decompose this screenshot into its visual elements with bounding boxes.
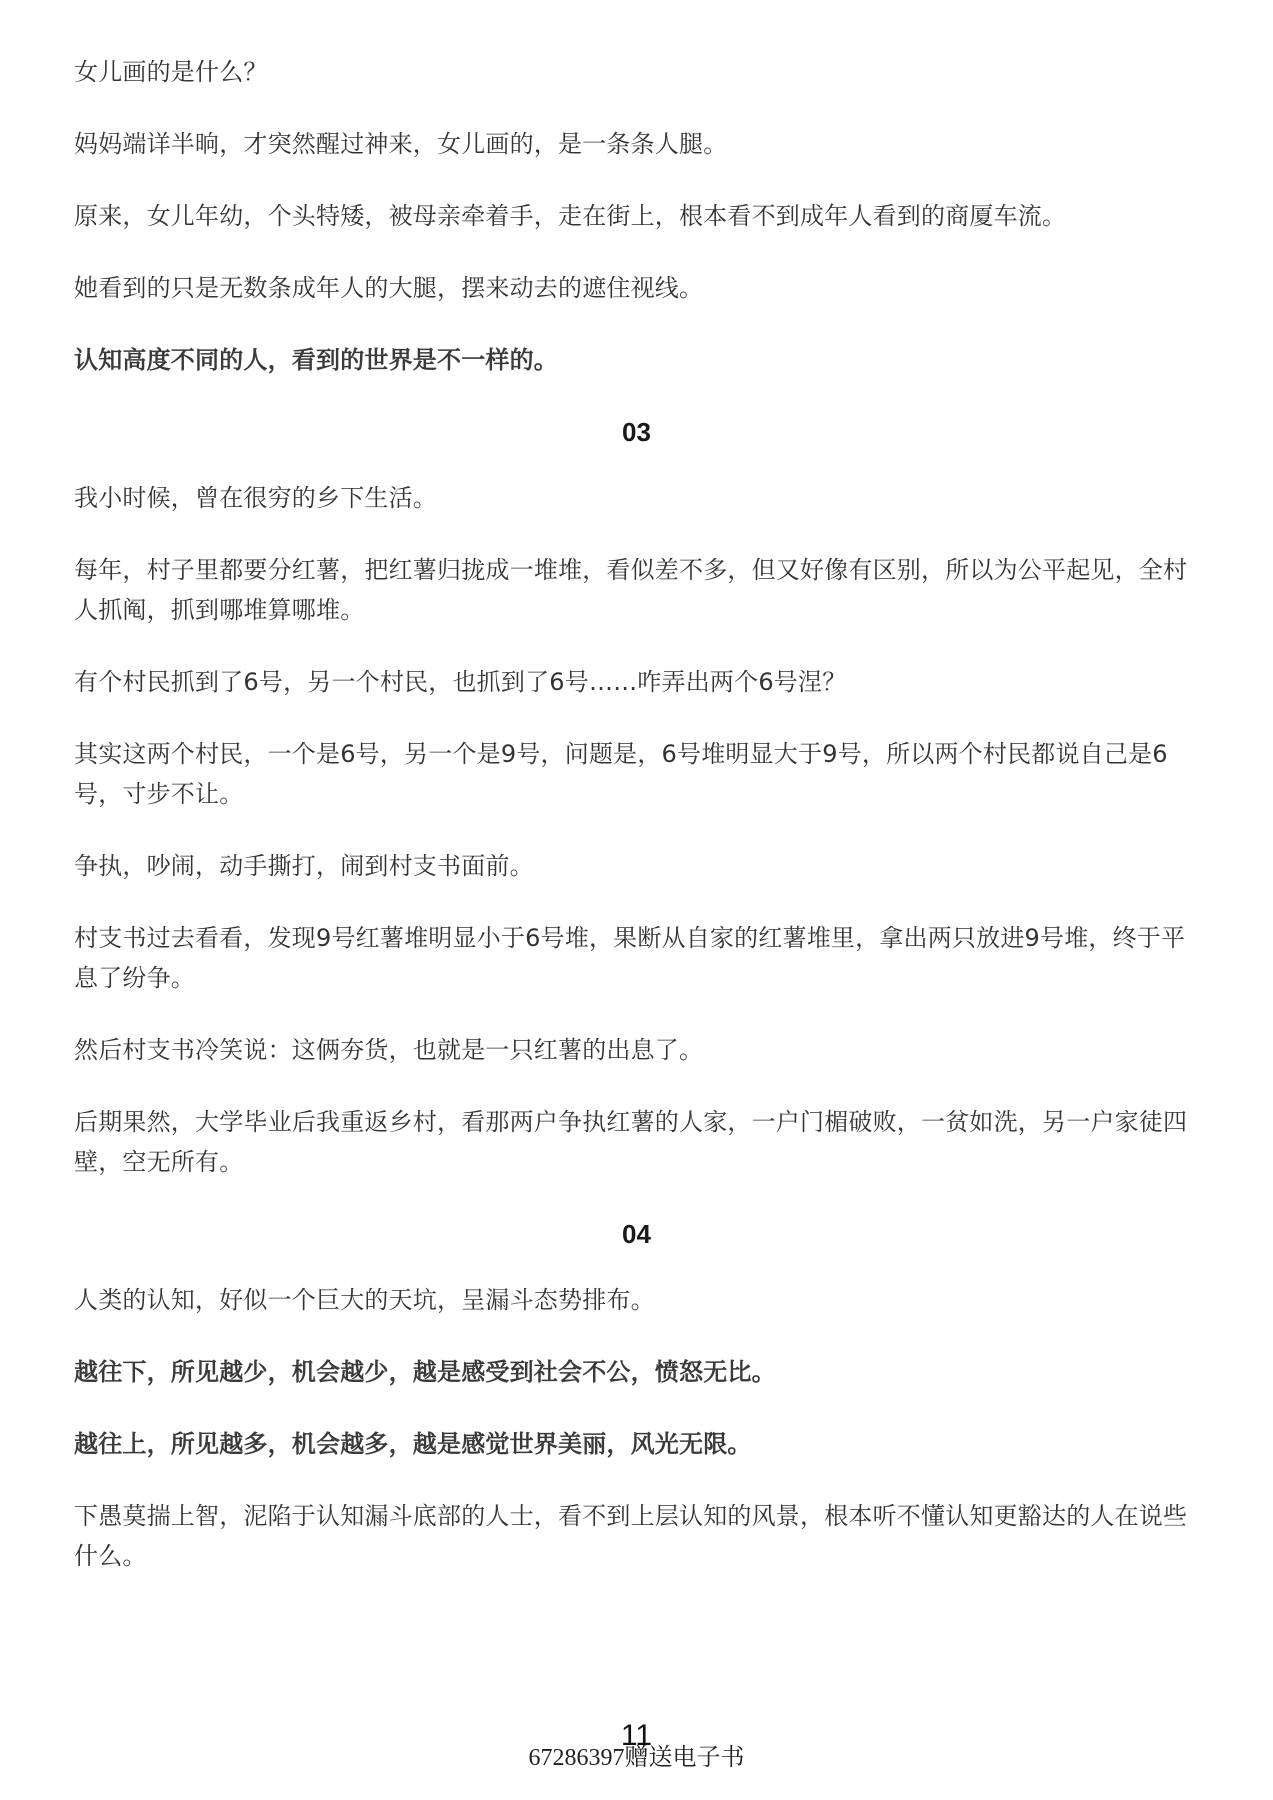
paragraph: 其实这两个村民，一个是6号，另一个是9号，问题是，6号堆明显大于9号，所以两个村民都说自己是6号，寸步不让。 (74, 740, 1168, 808)
page-content (74, 52, 1199, 1608)
watermark-text: 67286397赠送电子书 (528, 1745, 745, 1771)
paragraph: 女儿画的是什么？ (74, 58, 268, 86)
paragraph: 每年，村子里都要分红薯，把红薯归拢成一堆堆，看似差不多，但又好像有区别，所以为公平起见，全村人抓阄，抓到哪堆算哪堆。 (74, 556, 1188, 624)
paragraph: 村支书过去看看，发现9号红薯堆明显小于6号堆，果断从自家的红薯堆里，拿出两只放进9号堆，终于平息了纷争。 (74, 924, 1186, 992)
paragraph: 有个村民抓到了6号，另一个村民，也抓到了6号……咋弄出两个6号涅？ (74, 668, 847, 696)
paragraph: 下愚莫揣上智，泥陷于认知漏斗底部的人士，看不到上层认知的风景，根本听不懂认知更豁达的人在说些什么。 (74, 1502, 1188, 1570)
paragraph: 她看到的只是无数条成年人的大腿，摆来动去的遮住视线。 (74, 274, 704, 302)
paragraph: 争执，吵闹，动手撕打，闹到村支书面前。 (74, 852, 534, 880)
paragraph: 人类的认知，好似一个巨大的天坑，呈漏斗态势排布。 (74, 1286, 655, 1314)
section-heading-04: 04 (622, 1219, 651, 1249)
bold-paragraph: 越往下，所见越少，机会越少，越是感受到社会不公，愤怒无比。 (74, 1358, 776, 1386)
paragraph: 后期果然，大学毕业后我重返乡村，看那两户争执红薯的人家，一户门楣破败，一贫如洗，另一户家徒四壁，空无所有。 (74, 1108, 1188, 1176)
bold-paragraph: 越往上，所见越多，机会越多，越是感觉世界美丽，风光无限。 (74, 1430, 752, 1458)
section-heading-03: 03 (622, 417, 651, 447)
page-footer (0, 1720, 1273, 1772)
paragraph: 原来，女儿年幼，个头特矮，被母亲牵着手，走在街上，根本看不到成年人看到的商厦车流。 (74, 202, 1067, 230)
paragraph: 妈妈端详半晌，才突然醒过神来，女儿画的，是一条条人腿。 (74, 130, 728, 158)
page-number: 11 (620, 1719, 653, 1752)
paragraph: 我小时候，曾在很穷的乡下生活。 (74, 484, 437, 512)
paragraph: 然后村支书冷笑说：这俩夯货，也就是一只红薯的出息了。 (74, 1036, 704, 1064)
bold-paragraph: 认知高度不同的人，看到的世界是不一样的。 (74, 346, 558, 374)
